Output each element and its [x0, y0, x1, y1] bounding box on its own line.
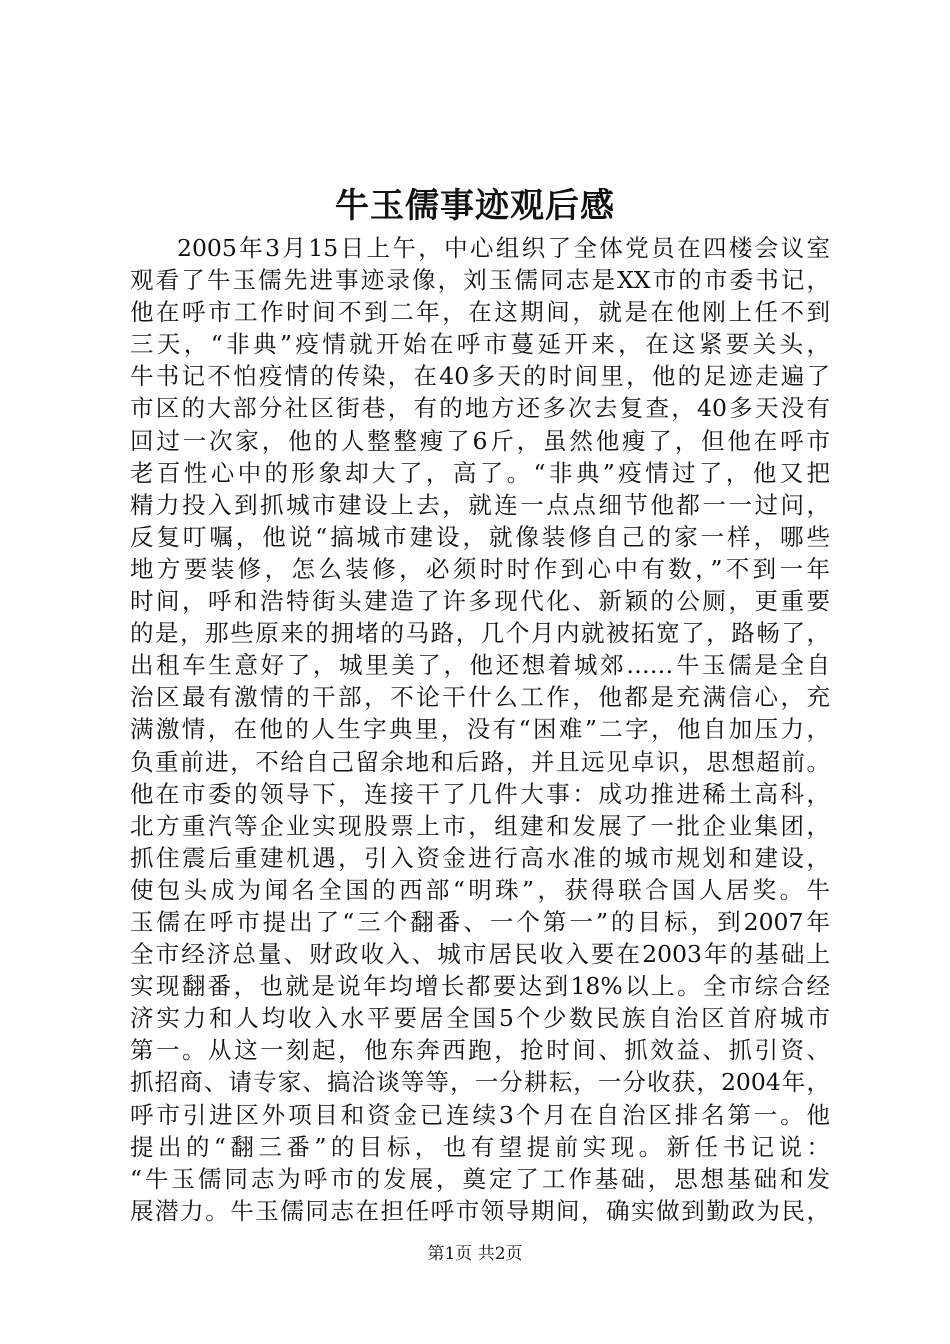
body-line: 玉儒在呼市提出了“三个翻番、一个第一”的目标，到2007年	[130, 907, 830, 936]
body-line: 治区最有激情的干部，不论干什么工作，他都是充满信心，充	[130, 683, 830, 712]
body-line: 第一。从这一刻起，他东奔西跑，抢时间、抓效益、抓引资、	[130, 1036, 830, 1065]
body-line: 牛书记不怕疫情的传染，在40多天的时间里，他的足迹走遍了	[130, 362, 830, 391]
body-line: 出租车生意好了，城里美了，他还想着城郊……牛玉儒是全自	[130, 651, 830, 680]
document-title: 牛玉儒事迹观后感	[335, 186, 615, 226]
body-line: 观看了牛玉儒先进事迹录像，刘玉儒同志是XX市的市委书记，	[130, 266, 830, 295]
body-line: 使包头成为闻名全国的西部“明珠”，获得联合国人居奖。牛	[130, 875, 830, 904]
body-line: 展潜力。牛玉儒同志在担任呼市领导期间，确实做到勤政为民，	[130, 1196, 830, 1225]
body-line: 2005年3月15日上午，中心组织了全体党员在四楼会议室	[177, 234, 830, 262]
body-line: 北方重汽等企业实现股票上市，组建和发展了一批企业集团，	[130, 811, 830, 840]
body-line: “牛玉儒同志为呼市的发展，奠定了工作基础，思想基础和发	[130, 1164, 830, 1193]
body-line: 反复叮嘱，他说“搞城市建设，就像装修自己的家一样，哪些	[130, 522, 830, 551]
body-line: 满激情，在他的人生字典里，没有“困难”二字，他自加压力，	[130, 715, 830, 744]
body-line: 全市经济总量、财政收入、城市居民收入要在2003年的基础上	[130, 940, 830, 969]
body-line: 济实力和人均收入水平要居全国5个少数民族自治区首府城市	[130, 1004, 830, 1033]
body-line: 的是，那些原来的拥堵的马路，几个月内就被拓宽了，路畅了，	[130, 619, 830, 648]
body-line: 市区的大部分社区街巷，有的地方还多次去复查，40多天没有	[130, 394, 830, 423]
body-line: 地方要装修，怎么装修，必须时时作到心中有数，”不到一年	[130, 554, 830, 583]
body-line: 提出的“翻三番”的目标，也有望提前实现。新任书记说：	[130, 1132, 830, 1161]
body-line: 实现翻番，也就是说年均增长都要达到18%以上。全市综合经	[130, 972, 830, 1001]
body-line: 精力投入到抓城市建设上去，就连一点点细节他都一一过问，	[130, 490, 830, 519]
body-line: 回过一次家，他的人整整瘦了6斤，虽然他瘦了，但他在呼市	[130, 426, 830, 455]
body-line: 三天，“非典”疫情就开始在呼市蔓延开来，在这紧要关头，	[130, 330, 830, 359]
body-line: 抓招商、请专家、搞洽谈等等，一分耕耘，一分收获，2004年，	[130, 1068, 830, 1097]
body-line: 负重前进，不给自己留余地和后路，并且远见卓识，思想超前。	[130, 747, 830, 776]
body-line: 老百性心中的形象却大了，高了。“非典”疫情过了，他又把	[130, 458, 830, 487]
document-body	[130, 232, 830, 1227]
body-line: 抓住震后重建机遇，引入资金进行高水准的城市规划和建设，	[130, 843, 830, 872]
page-footer: 第1页 共2页	[427, 1244, 523, 1264]
body-line: 时间，呼和浩特街头建造了许多现代化、新颖的公厕，更重要	[130, 587, 830, 616]
body-line: 他在呼市工作时间不到二年，在这期间，就是在他刚上任不到	[130, 298, 830, 327]
body-line: 他在市委的领导下，连接干了几件大事：成功推进稀土高科，	[130, 779, 830, 808]
body-line: 呼市引进区外项目和资金已连续3个月在自治区排名第一。他	[130, 1100, 830, 1129]
